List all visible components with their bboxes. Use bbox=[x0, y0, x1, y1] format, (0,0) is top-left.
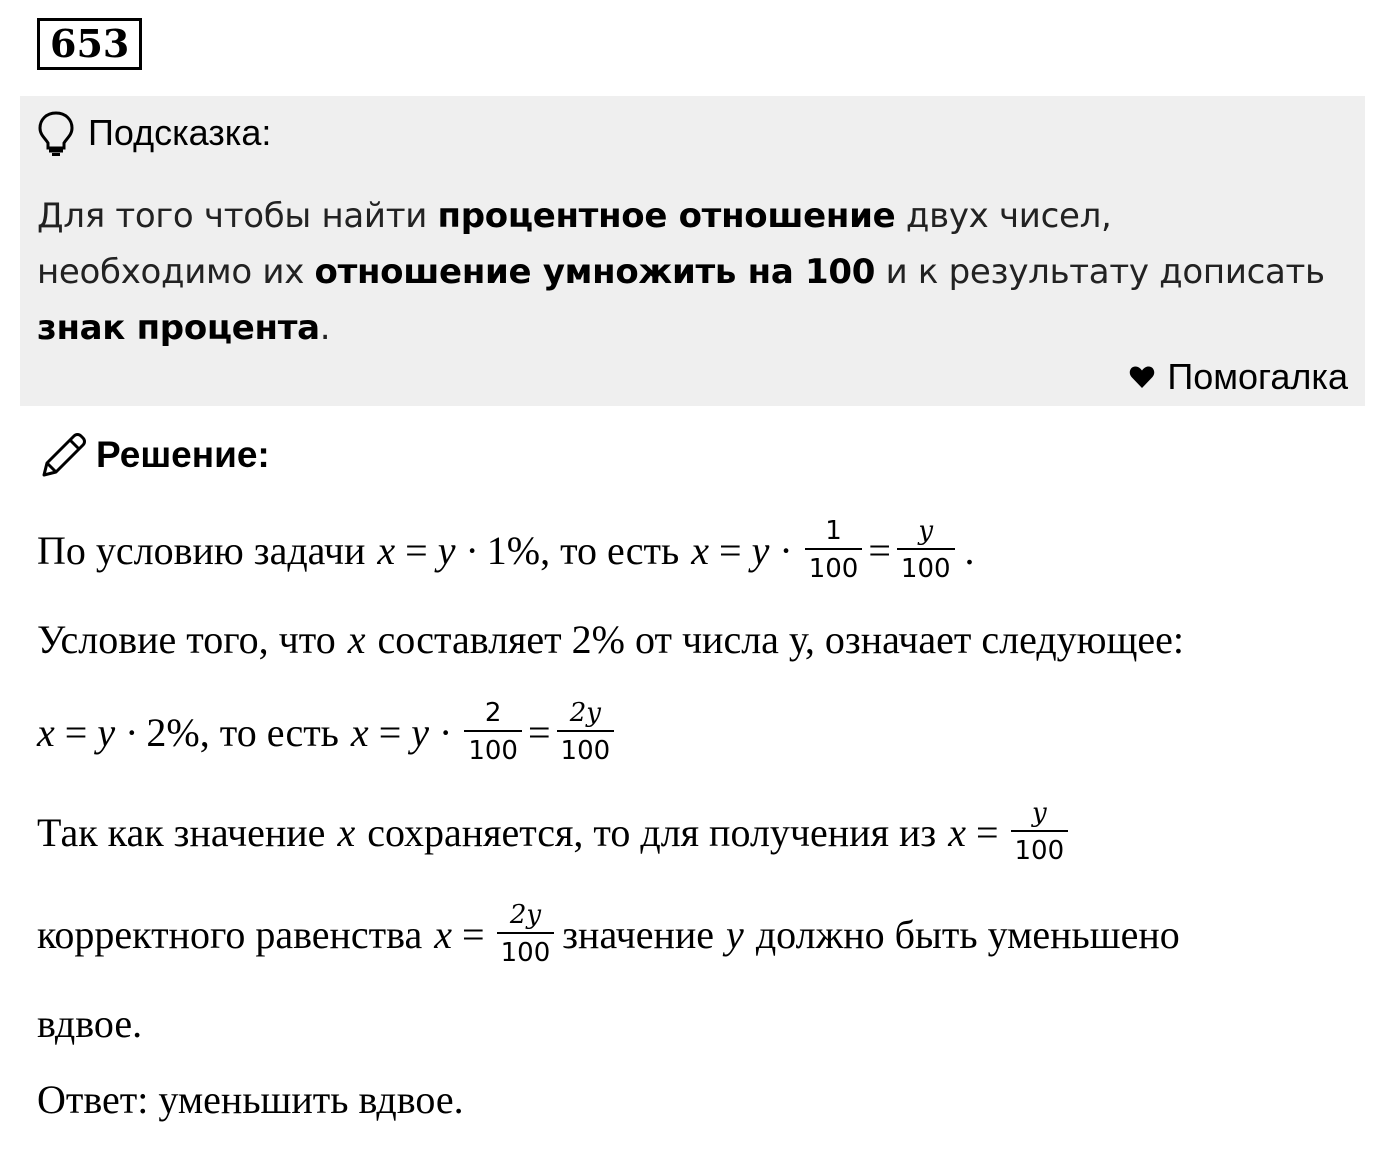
numerator: 2y bbox=[569, 698, 601, 728]
var-x: x bbox=[37, 709, 55, 755]
answer-line bbox=[37, 1072, 464, 1126]
answer-text: Ответ: уменьшить вдвое. bbox=[37, 1076, 464, 1122]
numerator: 1 bbox=[825, 516, 842, 546]
text: 2%, то есть bbox=[146, 709, 339, 755]
text: 1%, то есть bbox=[486, 527, 680, 573]
equals: = bbox=[975, 809, 999, 855]
var-y: y bbox=[97, 709, 116, 755]
equals: = bbox=[378, 709, 402, 755]
hint-title: Подсказка: bbox=[88, 112, 272, 153]
fraction bbox=[1013, 800, 1067, 864]
numerator: 2y bbox=[509, 900, 542, 930]
text: Так как значение bbox=[37, 809, 326, 855]
hint-text-part: и к результату дописать bbox=[875, 252, 1325, 292]
var-x: x bbox=[691, 527, 710, 573]
text: должно быть уменьшено bbox=[755, 911, 1180, 957]
task-number: 653 bbox=[37, 18, 142, 70]
equals: = bbox=[64, 709, 88, 755]
equals: = bbox=[405, 527, 428, 573]
hint-text-part: Для того чтобы найти bbox=[37, 196, 438, 236]
brand-name: Помогалка bbox=[1167, 356, 1348, 397]
denominator: 100 bbox=[464, 730, 522, 764]
var-x: x bbox=[337, 809, 356, 855]
denominator: 100 bbox=[497, 932, 555, 966]
hint-header bbox=[36, 110, 271, 156]
var-x: x bbox=[350, 709, 369, 755]
fraction bbox=[466, 700, 520, 764]
solution-header bbox=[38, 430, 270, 480]
var-x: x bbox=[347, 616, 366, 662]
solution-line-3 bbox=[37, 692, 618, 772]
hint-text bbox=[37, 188, 1357, 356]
var-y: y bbox=[411, 709, 430, 755]
multiply: · bbox=[779, 527, 793, 573]
solution-line-2 bbox=[37, 612, 1184, 666]
var-x: x bbox=[434, 911, 453, 957]
var-x: x bbox=[948, 809, 966, 855]
pencil-icon bbox=[38, 431, 90, 479]
text: значение bbox=[562, 911, 715, 957]
hint-bold-term: знак процента bbox=[37, 308, 320, 348]
lightbulb-icon bbox=[36, 110, 76, 156]
var-y: y bbox=[751, 527, 770, 573]
solution-line-6 bbox=[37, 996, 142, 1050]
var-x: x bbox=[377, 527, 396, 573]
hint-bold-term: отношение умножить на 100 bbox=[314, 252, 876, 292]
numerator: 2 bbox=[484, 698, 502, 728]
text: составляет 2% от числа у, означает следующее: bbox=[377, 616, 1184, 662]
text: вдвое. bbox=[37, 1000, 143, 1046]
text: корректного равенства bbox=[37, 911, 423, 957]
equals: = bbox=[868, 527, 891, 573]
equals: = bbox=[527, 709, 551, 755]
fraction bbox=[499, 902, 553, 966]
denominator: 100 bbox=[557, 730, 615, 764]
fraction bbox=[899, 518, 953, 582]
equals: = bbox=[462, 911, 485, 957]
hint-text-part: . bbox=[319, 308, 331, 348]
solution-title: Решение: bbox=[96, 434, 270, 475]
var-y: y bbox=[437, 527, 456, 573]
solution-line-1 bbox=[37, 510, 975, 590]
hint-text-part: двух чисел, bbox=[895, 196, 1112, 236]
numerator: y bbox=[918, 516, 934, 546]
text: По условию задачи bbox=[37, 527, 366, 573]
equals: = bbox=[719, 527, 742, 573]
text: Условие того, что bbox=[37, 616, 336, 662]
multiply: · bbox=[465, 527, 479, 573]
solution-line-4 bbox=[37, 792, 1072, 872]
fraction bbox=[559, 700, 613, 764]
heart-icon bbox=[1129, 365, 1155, 389]
text: . bbox=[964, 527, 975, 573]
hint-bold-term: процентное отношение bbox=[437, 196, 896, 236]
multiply: · bbox=[125, 709, 139, 755]
denominator: 100 bbox=[1011, 830, 1069, 864]
hint-text-part: необходимо их bbox=[37, 252, 315, 292]
fraction bbox=[807, 518, 861, 582]
brand-label bbox=[1129, 356, 1348, 398]
numerator: y bbox=[1031, 798, 1047, 828]
text: сохраняется, то для получения из bbox=[367, 809, 937, 855]
solution-line-5 bbox=[37, 894, 1180, 974]
denominator: 100 bbox=[805, 548, 863, 582]
multiply: · bbox=[439, 709, 453, 755]
var-y: y bbox=[726, 911, 744, 957]
denominator: 100 bbox=[897, 548, 955, 582]
